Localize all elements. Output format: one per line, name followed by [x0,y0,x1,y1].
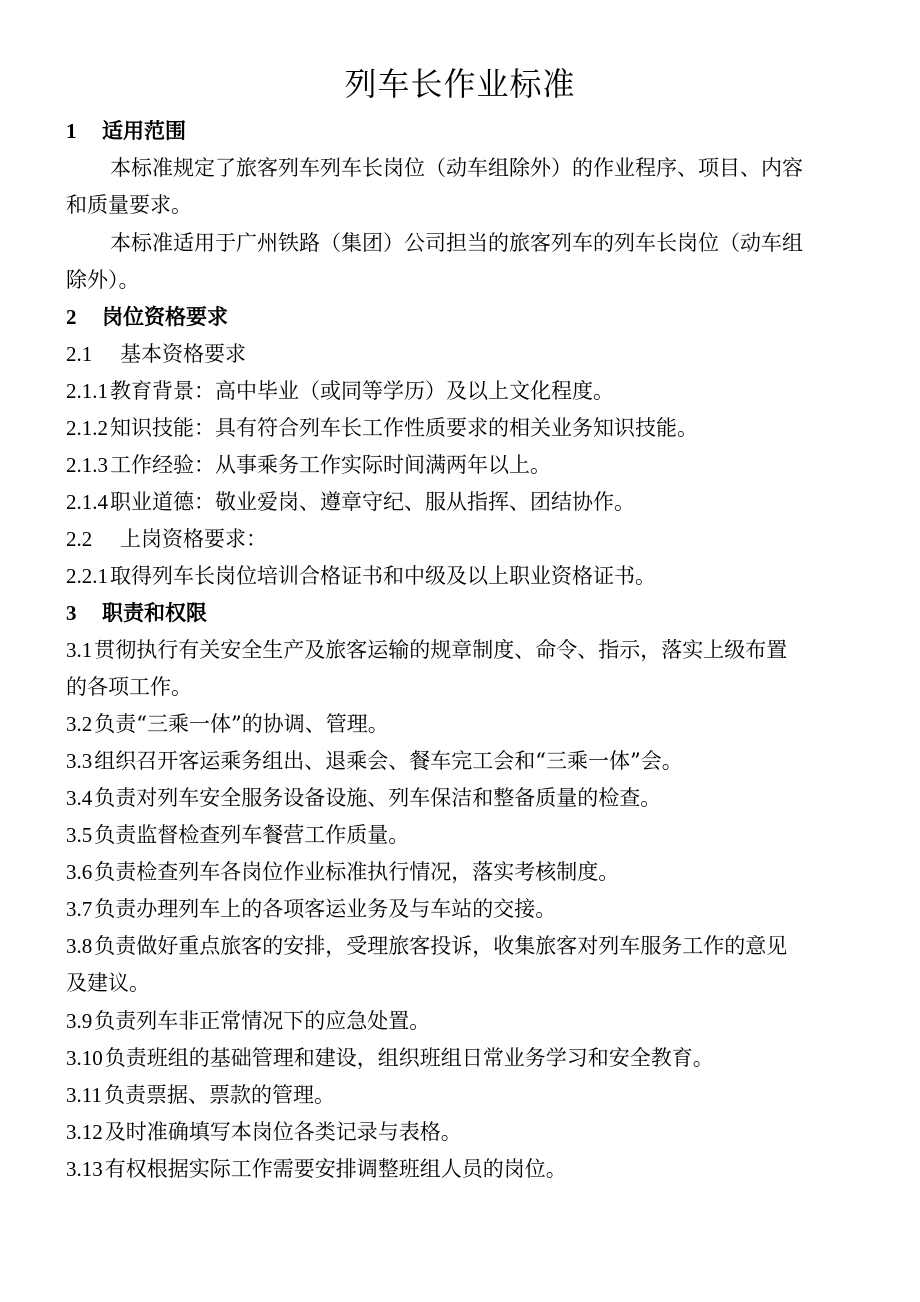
list-item: 3.10负责班组的基础管理和建设，组织班组日常业务学习和安全教育。 [66,1046,714,1070]
list-item: 3.8负责做好重点旅客的安排，受理旅客投诉，收集旅客对列车服务工作的意见 [66,934,788,958]
section-2-heading [66,302,856,332]
list-item: 2.1.4职业道德：敬业爱岗、遵章守纪、服从指挥、团结协作。 [66,490,635,514]
list-item-continuation: 的各项工作。 [66,675,192,699]
subsection-2-2 [66,524,856,554]
section-number: 2 [66,305,77,329]
list-item: 3.1贯彻执行有关安全生产及旅客运输的规章制度、命令、指示，落实上级布置 [66,638,788,662]
list-item: 3.7负责办理列车上的各项客运业务及与车站的交接。 [66,897,557,921]
list-item: 2.1.3工作经验：从事乘务工作实际时间满两年以上。 [66,453,551,477]
list-item: 2.1.1教育背景：高中毕业（或同等学历）及以上文化程度。 [66,379,614,403]
list-item: 3.12及时准确填写本岗位各类记录与表格。 [66,1120,462,1144]
list-item: 3.3组织召开客运乘务组出、退乘会、餐车完工会和“三乘一体”会。 [66,749,683,773]
section-number: 3 [66,601,77,625]
list-item: 2.2.1取得列车长岗位培训合格证书和中级及以上职业资格证书。 [66,564,656,588]
section-title: 职责和权限 [102,600,207,625]
subsection-label: 上岗资格要求： [120,527,267,551]
paragraph-line: 除外）。 [66,268,140,292]
list-item: 3.13有权根据实际工作需要安排调整班组人员的岗位。 [66,1157,567,1181]
section-title: 岗位资格要求 [102,304,228,329]
list-item: 3.6负责检查列车各岗位作业标准执行情况，落实考核制度。 [66,860,620,884]
list-item: 3.2负责“三乘一体”的协调、管理。 [66,712,389,736]
paragraph-line: 和质量要求。 [66,193,192,217]
page-title: 列车长作业标准 [344,65,576,103]
subsection-label: 基本资格要求 [120,342,246,366]
list-item: 3.5负责监督检查列车餐营工作质量。 [66,823,410,847]
list-item: 3.11负责票据、票款的管理。 [66,1083,335,1107]
subsection-2-1 [66,339,856,369]
list-item: 3.4负责对列车安全服务设备设施、列车保洁和整备质量的检查。 [66,786,662,810]
section-title: 适用范围 [102,118,186,143]
list-item-continuation: 及建议。 [66,971,150,995]
section-number: 1 [66,119,77,143]
paragraph-line: 本标准适用于广州铁路（集团）公司担当的旅客列车的列车长岗位（动车组 [110,231,803,255]
section-1-heading [66,116,856,146]
subsection-number: 2.2 [66,527,93,551]
list-item: 3.9负责列车非正常情况下的应急处置。 [66,1009,431,1033]
section-3-heading [66,598,856,628]
paragraph-line: 本标准规定了旅客列车列车长岗位（动车组除外）的作业程序、项目、内容 [110,156,803,180]
subsection-number: 2.1 [66,342,93,366]
list-item: 2.1.2知识技能：具有符合列车长工作性质要求的相关业务知识技能。 [66,416,698,440]
